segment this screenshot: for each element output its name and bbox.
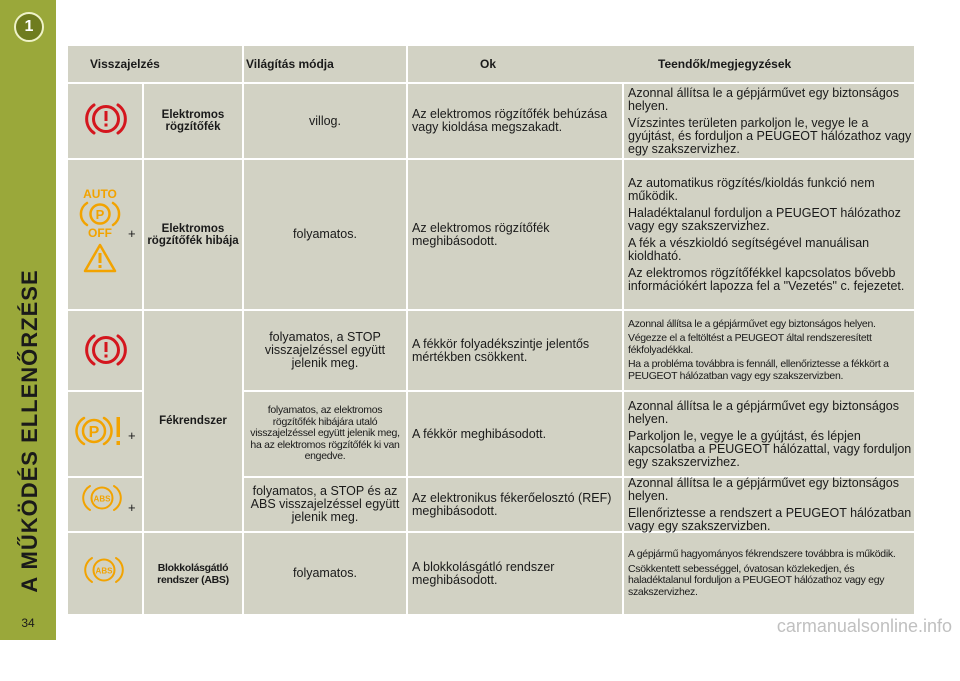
indicator-name: Fékrendszer [159, 415, 227, 427]
cause: Az elektronikus fékerőelosztó (REF) meghibásodott. [412, 490, 612, 518]
lighting-mode: folyamatos, a STOP és az ABS visszajelzéssel együtt jelenik meg. [250, 484, 400, 524]
chapter-title: A MŰKÖDÉS ELLENŐRZÉSE [17, 269, 42, 593]
actions: Azonnal állítsa le a gépjárművet egy biztonságos helyen. Végezze el a feltöltést a PEUGEOT által rendszeresített fékfolyadékkal. Ha a probléma továbbra is fennáll, ellenőriztesse a fékkört a PEUGEOT hálózatban vagy egy szakszervizben. [628, 317, 889, 382]
header-lighting: Világítás módja [246, 57, 334, 71]
header-actions: Teendők/megjegyzések [658, 57, 792, 71]
actions: Azonnal állítsa le a gépjárművet egy biztonságos helyen. Vízszintes területen parkoljon le, vegye le a gyújtást, és forduljon a PEUGEOT hálózathoz vagy egy szakszervizhez. [628, 85, 912, 156]
actions: Azonnal állítsa le a gépjárművet egy biztonságos helyen. Parkoljon le, vegye le a gyújtást, és lépjen kapcsolatba a PEUGEOT hálózattal, vagy forduljon egy szakszervizhez. [628, 398, 912, 469]
actions: Azonnal állítsa le a gépjárművet egy biztonságos helyen. Ellenőriztesse a rendszert a PEUGEOT hálózatban vagy egy szakszervizben. [628, 475, 912, 533]
header-cause: Ok [480, 57, 497, 71]
cause: A fékkör meghibásodott. [412, 426, 547, 441]
warning-triangle-icon [82, 242, 118, 274]
row-divider [68, 390, 142, 392]
abs-label: ABS [95, 566, 113, 576]
cause: A blokkolásgátló rendszer meghibásodott. [412, 559, 555, 587]
abs-icon [82, 482, 122, 514]
plus-sign: + [128, 226, 136, 241]
cause: Az elektromos rögzítőfék behúzása vagy kioldása megszakadt. [412, 107, 608, 134]
abs-label: ABS [93, 494, 111, 504]
actions: Az automatikus rögzítés/kioldás funkció nem működik. Haladéktalanul forduljon a PEUGEOT hálózathoz vagy egy szakszervizhez. A fék a vészkioldó segítségével manuálisan kioldható. Az elektromos rögzítőfékkel kapcsolatos bővebb információkért lapozza fel a "Vezetés" c. fejezetet. [628, 175, 905, 293]
warning-lights-table [68, 46, 914, 614]
lighting-mode: folyamatos, a STOP visszajelzéssel együtt jelenik meg. [264, 330, 386, 370]
cause: Az elektromos rögzítőfék meghibásodott. [412, 220, 550, 248]
svg-text:P: P [88, 424, 100, 441]
indicator-name: Elektromos rögzítőfék hibája [147, 222, 239, 247]
sidebar [0, 0, 56, 640]
watermark: carmanualsonline.info [776, 616, 952, 636]
plus-sign: + [128, 500, 136, 515]
lighting-mode: folyamatos. [293, 227, 357, 241]
svg-text:P: P [95, 207, 105, 222]
lighting-mode: folyamatos. [293, 566, 357, 580]
lighting-mode: villog. [309, 113, 341, 128]
indicator-name: Elektromos rögzítőfék [161, 109, 225, 133]
page-number: 34 [21, 616, 35, 630]
cause: A fékkör folyadékszintje jelentős mértékben csökkent. [412, 336, 590, 364]
auto-label: AUTO [83, 187, 117, 201]
auto-park-off-icon [78, 186, 122, 238]
lighting-mode: folyamatos, az elektromos rögzítőfék hibájára utaló visszajelzéssel együtt jelenik meg, ha az elektromos rögzítőfék ki van engedve. [250, 404, 400, 463]
chapter-badge: 1 [14, 12, 44, 42]
plus-sign: + [128, 428, 136, 443]
col-divider [242, 46, 244, 614]
indicator-name: Blokkolásgátló rendszer (ABS) [157, 561, 229, 586]
actions: A gépjármű hagyományos fékrendszere továbbra is működik. Csökkentett sebességgel, óvatosan közlekedjen, és haladéktalanul forduljon a PEUGEOT hálózathoz vagy egy szakszervizhez. [628, 548, 896, 598]
brake-warning-icon [84, 100, 128, 138]
park-brake-fault-icon [74, 412, 126, 450]
row-divider [68, 476, 142, 478]
off-label: OFF [88, 226, 112, 238]
header-indicator: Visszajelzés [90, 57, 160, 71]
brake-warning-icon [84, 331, 128, 369]
abs-icon [84, 554, 124, 586]
